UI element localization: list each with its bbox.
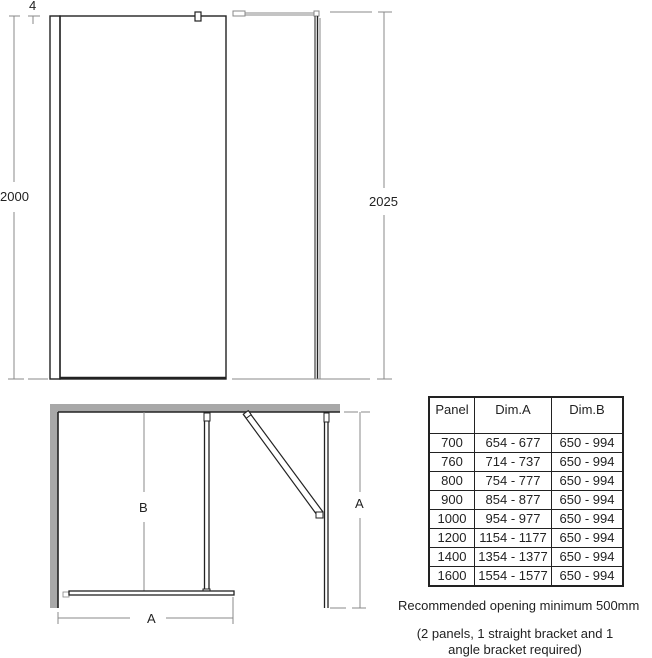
cell-dim-b: 650 - 994	[552, 491, 624, 510]
dim-panel-height-label: 2000	[0, 189, 29, 204]
cell-dim-b: 650 - 994	[552, 510, 624, 529]
cell-dim-a: 954 - 977	[475, 510, 552, 529]
cell-dim-b: 650 - 994	[552, 434, 624, 453]
cell-panel: 800	[429, 472, 475, 491]
cell-panel: 1200	[429, 529, 475, 548]
cell-dim-a: 754 - 777	[475, 472, 552, 491]
plan-view	[50, 404, 370, 626]
cell-panel: 1000	[429, 510, 475, 529]
cell-panel: 700	[429, 434, 475, 453]
cell-dim-b: 650 - 994	[552, 567, 624, 587]
cell-panel: 1600	[429, 567, 475, 587]
table-row	[429, 491, 623, 510]
front-elevation	[0, 0, 226, 379]
table-row	[429, 510, 623, 529]
cell-panel: 760	[429, 453, 475, 472]
cell-dim-a: 714 - 737	[475, 453, 552, 472]
dim-overall-height-label: 2025	[369, 194, 398, 209]
cell-dim-a: 1154 - 1177	[475, 529, 552, 548]
table-row	[429, 472, 623, 491]
cell-dim-b: 650 - 994	[552, 453, 624, 472]
requirements-note: (2 panels, 1 straight bracket and 1 angle bracket required)	[416, 626, 614, 657]
opening-note: Recommended opening minimum 500mm	[398, 598, 640, 613]
table-row	[429, 567, 623, 587]
dim-a-side-label: A	[355, 496, 364, 511]
cell-dim-a: 1354 - 1377	[475, 548, 552, 567]
table-row	[429, 529, 623, 548]
cell-dim-b: 650 - 994	[552, 472, 624, 491]
table-header-row	[429, 397, 623, 434]
table-row	[429, 434, 623, 453]
side-elevation	[232, 11, 398, 379]
wall-bracket-icon	[195, 12, 201, 21]
cell-dim-b: 650 - 994	[552, 548, 624, 567]
wall-top	[50, 404, 340, 412]
angle-bracket	[243, 411, 323, 518]
table-row	[429, 548, 623, 567]
dim-a-bottom-label: A	[147, 611, 156, 626]
wall-left	[50, 404, 58, 608]
cell-dim-a: 654 - 677	[475, 434, 552, 453]
header-dim-b: Dim.B	[552, 397, 624, 434]
cell-panel: 900	[429, 491, 475, 510]
table-row	[429, 453, 623, 472]
cell-dim-a: 1554 - 1577	[475, 567, 552, 587]
cell-panel: 1400	[429, 548, 475, 567]
cell-dim-a: 854 - 877	[475, 491, 552, 510]
dimensions-table	[428, 396, 624, 587]
dim-b-label: B	[139, 500, 148, 515]
dim-top-gap-label: 4	[29, 0, 37, 13]
header-dim-a: Dim.A	[475, 397, 552, 434]
cell-dim-b: 650 - 994	[552, 529, 624, 548]
header-panel: Panel	[429, 397, 475, 434]
